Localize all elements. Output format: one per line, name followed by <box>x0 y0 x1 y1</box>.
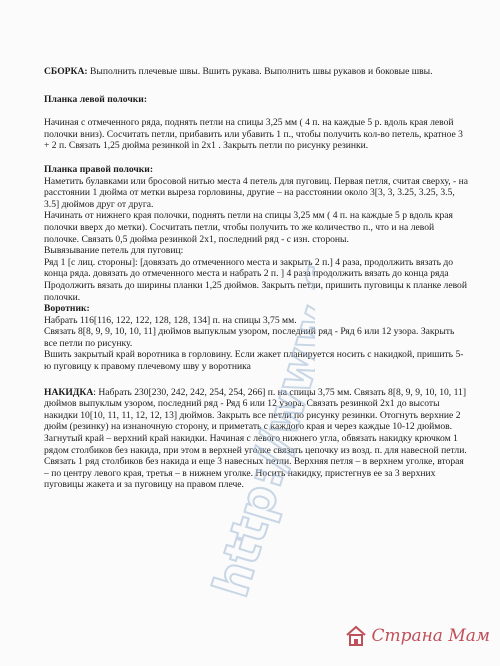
right-band-paragraph-2: Начинать от нижнего края полочки, поднять петли на спицы 3,25 мм ( 4 п. на каждые 5 р вдоль края полочки вверх до метки). Сосчитать петли, чтобы получить то же количество п., что и на левой полочке. Связать 0,5 дюйма резинкой 2x1, последний ряд - с изн. стороны. <box>44 210 453 245</box>
site-logo[interactable] <box>340 616 490 656</box>
assembly-title: СБОРКА: <box>44 66 88 77</box>
assembly-text: Выполнить плечевые швы. Вшить рукава. Выполнить швы рукавов и боковые швы. <box>87 66 433 77</box>
collar-paragraph-3: Вшить закрытый край воротника в горловину. Если жакет планируется носить с накидкой, пришить 5-ю пуговицу к правому плечевому шву у воротника <box>44 349 464 373</box>
collar-title: Воротник: <box>44 303 90 315</box>
wrap-title: НАКИДКА <box>44 386 94 398</box>
wrap-text: : Набрать 230[230, 242, 242, 254, 254, 266] п. на спицы 3,75 мм. Связать 8[8, 9, 9, 10, 10, 11] дюймов выпуклым узором, последний ряд - Ряд 6 или 12 узора. Связать резинкой 2x1 до высоты накидки 10[10, 11, 11, 12, 12, 13] дюймов. Закрыть все петли по рисунку резинки. Отогнуть верхние 2 дюйм (резинку) на изнаночную сторону, и приметать с каждого края и через каждые 10-12 дюймов. Загнутый край – верхний край накидки. Начиная с левого нижнего угла, обвязать накидку крючком 1 рядом столбиков без накида, при этом в верхней уголке связать цепочку из возд. п. для навесной петли. Связать 1 ряд столбиков без накида и еще 3 навесных петли. Верхняя петля – в верхнем уголке, вторая – по центру левого края, третья – в нижнем уголке. Носить накидку, пристегнув ее за 3 верхних пуговицы жакета и за пуговицу на правом плече. <box>44 386 467 491</box>
collar-paragraph-1: Набрать 116[116, 122, 122, 128, 128, 134] п. на спицы 3,75 мм. <box>44 314 297 326</box>
buttonholes-row-instructions: Ряд 1 [с лиц. стороны]: [довязать до отмеченного места и закрыть 2 п.] 4 раза, продолжить вязать до конца ряда. довязать до отмеченного места и набрать 2 п. ] 4 раза продолжить вязать до конца ряда Продолжить вязать до ширины планки 1,25 дюймов. Закрыть петли, пришить пуговицы к планке левой полочки. <box>44 256 467 303</box>
logo-text: Страна Мам <box>371 626 490 646</box>
right-band-paragraph-1: Наметить булавками или бросовой нитью места 4 петель для пуговиц. Первая петля, считая сверху, - на расстоянии 1 дюйма от метки выреза горловины, другие – на расстоянии около 3[3, 3, 3.25, 3.25, 3.5, 3.5] дюймов друг от друга. <box>44 175 469 210</box>
collar-paragraph-2: Связать 8[8, 9, 9, 10, 10, 11] дюймов выпуклым узором, последний ряд - Ряд 6 или 12 узора. Закрыть все петли по рисунку. <box>44 326 455 349</box>
watermark-text: http://www.fotojet.ru <box>205 170 315 604</box>
assembly-paragraph <box>44 66 469 78</box>
document-content <box>44 66 469 491</box>
left-band-title: Планка левой полочки: <box>44 93 148 105</box>
wrap-paragraph <box>44 387 469 491</box>
right-band-title: Планка правой полочки: <box>44 163 154 175</box>
house-icon <box>345 624 367 648</box>
left-band-text: Начиная с отмеченного ряда, поднять петли на спицы 3,25 мм ( 4 п. на каждые 5 р. вдоль края левой полочки вниз). Сосчитать петли, прибавить или убавить 1 п., чтобы получить кол-во петель, кратное 3 + 2 п. Связать 1,25 дюйма резинкой in 2x1 . Закрыть петли по рисунку резинки. <box>44 117 463 152</box>
buttonholes-heading: Вывязывание петель для пуговиц: <box>44 245 184 257</box>
